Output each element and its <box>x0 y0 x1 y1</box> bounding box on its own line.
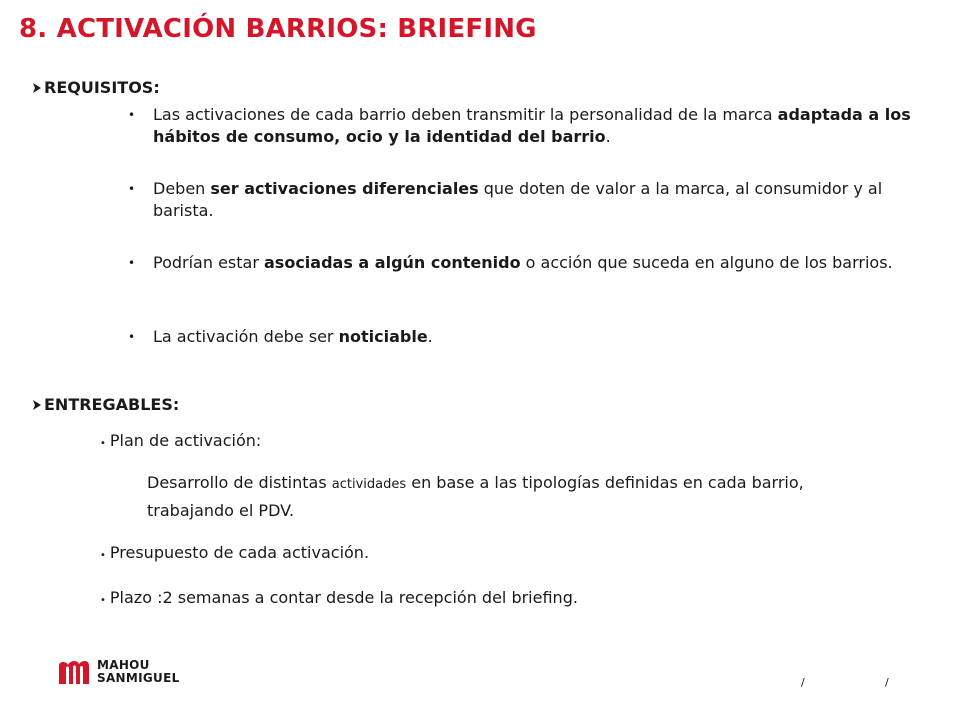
list-item <box>128 178 918 222</box>
requisitos-heading-label: REQUISITOS: <box>44 78 160 97</box>
list-item-text: Podrían estar asociadas a algún contenido o acción que suceda en alguno de los barrios. <box>153 253 893 272</box>
footer-separator: / <box>801 676 805 689</box>
entregables-heading <box>32 395 179 414</box>
list-item <box>100 430 261 455</box>
mahou-sanmiguel-logo <box>57 658 180 686</box>
bullet-icon: • <box>128 108 136 122</box>
entregables-heading-label: ENTREGABLES: <box>44 395 180 414</box>
m-logo-icon <box>57 658 91 686</box>
requisitos-heading <box>32 78 160 97</box>
list-item-text: Presupuesto de cada activación. <box>109 543 370 562</box>
list-item-text: Plan de activación: <box>109 431 262 450</box>
list-item <box>100 542 369 567</box>
list-item <box>128 326 918 348</box>
bullet-icon: • <box>128 330 136 344</box>
list-item-text: Las activaciones de cada barrio deben transmitir la personalidad de la marca adaptada a los hábitos de consumo, ocio y la identidad del barrio. <box>153 105 911 146</box>
list-item-text: Plazo :2 semanas a contar desde la recepción del briefing. <box>109 588 578 607</box>
arrow-bullet-icon <box>32 399 42 411</box>
arrow-bullet-icon <box>32 82 42 94</box>
list-item-text: Deben ser activaciones diferenciales que doten de valor a la marca, al consumidor y al barista. <box>153 179 883 220</box>
activity-description: Desarrollo de distintas actividades en base a las tipologías definidas en cada barrio, trabajando el PDV. <box>147 473 804 520</box>
list-item <box>100 587 578 612</box>
footer-separator: / <box>885 676 889 689</box>
bullet-icon: • <box>100 595 106 606</box>
bullet-icon: • <box>128 256 136 270</box>
page-title: 8. ACTIVACIÓN BARRIOS: BRIEFING <box>19 14 537 44</box>
list-item-text: La activación debe ser noticiable. <box>153 327 433 346</box>
list-item <box>128 104 918 148</box>
list-item <box>128 252 918 274</box>
bullet-icon: • <box>100 438 106 449</box>
bullet-icon: • <box>128 182 136 196</box>
bullet-icon: • <box>100 550 106 561</box>
logo-wordmark: MAHOU SANMIGUEL <box>97 658 180 685</box>
